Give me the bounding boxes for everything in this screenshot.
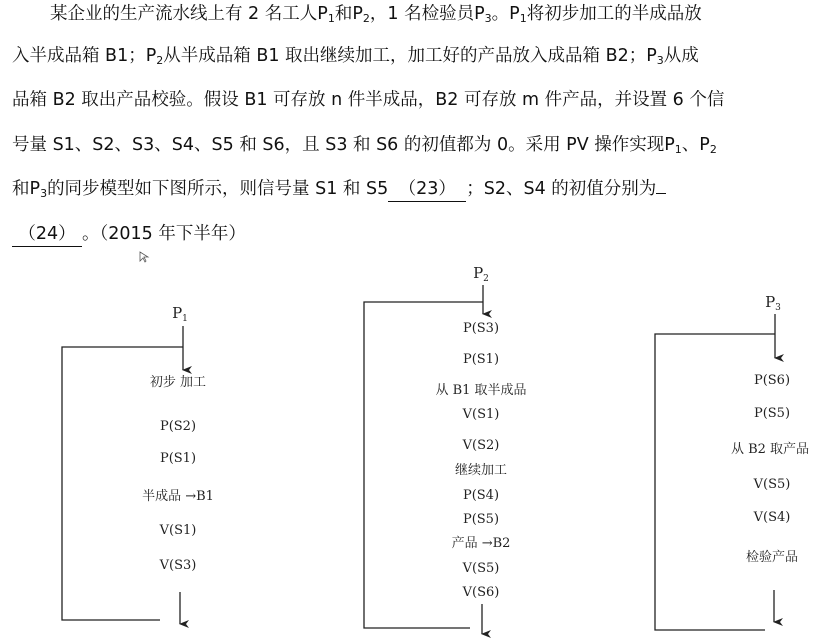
process-p3-label: P — [474, 4, 485, 24]
step-label: P(S3) — [462, 321, 500, 336]
step-label: V(S6) — [462, 585, 500, 600]
step-label: P(S5) — [753, 406, 791, 421]
step-label: 从 B2 取产品 — [730, 442, 810, 457]
process-p3-label: P — [646, 46, 657, 66]
step-label: V(S2) — [462, 438, 500, 453]
answer-blank-24: （24） — [12, 223, 82, 247]
subscript: 2 — [362, 12, 370, 25]
process-p2-label: P — [352, 4, 363, 24]
process-p3-label: P — [29, 179, 41, 199]
step-label: P(S2) — [159, 419, 197, 434]
step-label: V(S1) — [159, 523, 197, 538]
text-segment: 的同步模型如下图所示，则信号量 S1 和 S5 — [47, 179, 389, 199]
process-p2 — [364, 264, 527, 634]
text-segment: 将初步加工的半成品放 — [526, 4, 702, 24]
process-p3 — [655, 293, 809, 630]
mouse-cursor-icon — [140, 252, 148, 262]
step-label: 半成品 →B1 — [142, 489, 214, 504]
text-segment: 从半成品箱 B1 取出继续加工，加工好的产品放入成品箱 B2； — [163, 46, 647, 66]
text-segment: 入半成品箱 B1； — [12, 46, 146, 66]
answer-blank-23: （23） — [388, 178, 466, 202]
step-label: P(S1) — [462, 352, 500, 367]
step-label: P(S4) — [462, 488, 500, 503]
subscript: 3 — [484, 12, 492, 25]
step-label: V(S1) — [462, 407, 500, 422]
process-p2-label: P — [699, 135, 710, 155]
text-segment: 某企业的生产流水线上有 2 名工人 — [50, 4, 318, 24]
step-label: V(S4) — [753, 510, 791, 525]
process-p1-label: P — [664, 135, 675, 155]
text-segment: 号量 S1、S2、S3、S4、S5 和 S6，且 S3 和 S6 的初值都为 0。采用 PV 操作实现 — [12, 135, 665, 155]
subscript: 2 — [709, 143, 717, 156]
step-label: V(S3) — [159, 558, 197, 573]
process-p2-title: $P_2$ — [473, 264, 489, 284]
step-label: P(S6) — [753, 373, 791, 388]
text-segment: 。 — [491, 4, 510, 24]
text-segment: ，1 名检验员 — [369, 4, 475, 24]
process-p1-label: P — [509, 4, 520, 24]
text-segment: 。（2015 年下半年） — [82, 224, 246, 244]
process-p1-title: $P_1$ — [172, 304, 188, 324]
step-label: V(S5) — [753, 477, 791, 492]
text-segment: 品箱 B2 取出产品校验。假设 B1 可存放 n 件半成品，B2 可存放 m 件产品，并设置 6 个信 — [12, 90, 725, 110]
subscript: 2 — [156, 54, 164, 67]
subscript: 1 — [674, 143, 682, 156]
step-label: P(S1) — [159, 451, 197, 466]
text-segment: 从成 — [663, 46, 699, 66]
step-label: 从 B1 取半成品 — [435, 383, 527, 398]
subscript: 3 — [40, 187, 48, 200]
text-segment: 、 — [681, 135, 700, 155]
subscript: 3 — [656, 54, 664, 67]
text-segment: 和 — [334, 4, 353, 24]
process-p1-label: P — [317, 4, 328, 24]
subscript: 1 — [327, 12, 335, 25]
step-label: 继续加工 — [454, 463, 508, 478]
process-p3-title: $P_3$ — [765, 293, 781, 313]
step-label: P(S5) — [462, 512, 500, 527]
text-segment: ；S2、S4 的初值分别为 — [466, 179, 657, 199]
process-p2-label: P — [145, 46, 157, 66]
step-label: 产品 →B2 — [451, 536, 511, 551]
process-p1 — [62, 304, 214, 624]
step-label: V(S5) — [462, 561, 500, 576]
step-label: 检验产品 — [745, 550, 799, 565]
step-label: 初步 加工 — [149, 375, 207, 390]
text-segment: 和 — [12, 179, 30, 199]
subscript: 1 — [519, 12, 527, 25]
